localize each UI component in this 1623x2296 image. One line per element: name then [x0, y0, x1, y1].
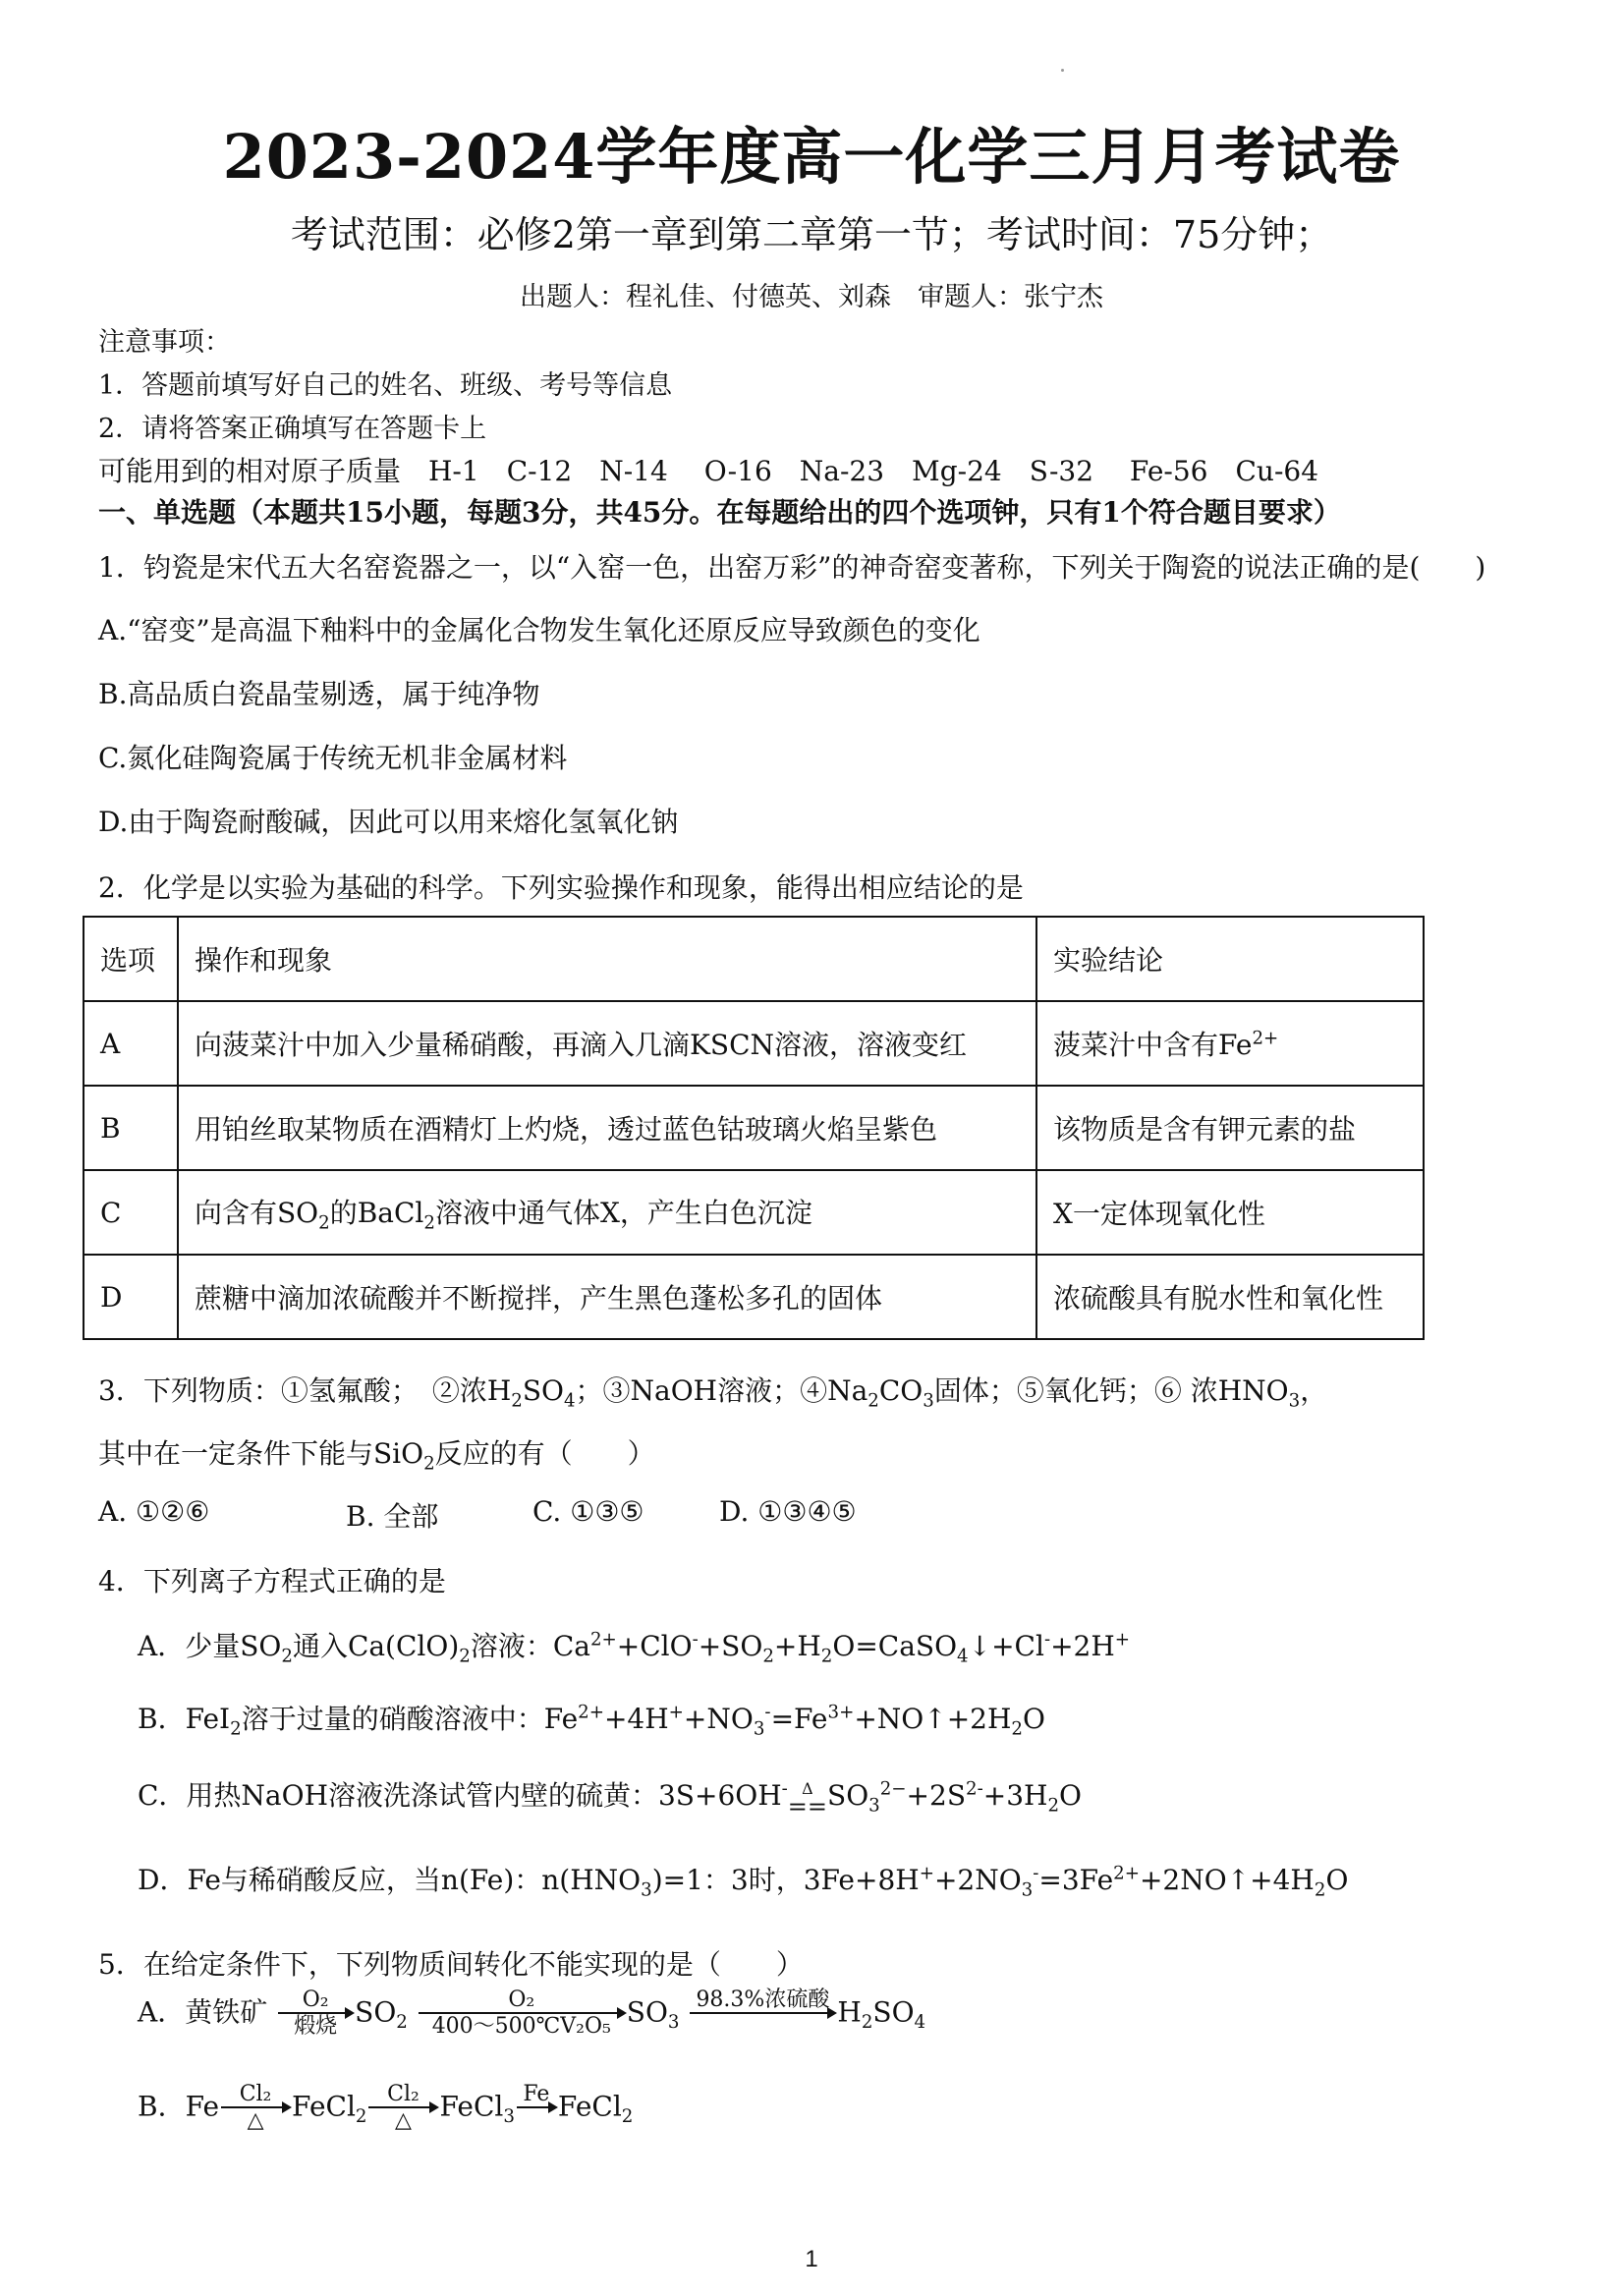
- notes-heading: 注意事项：: [98, 327, 231, 358]
- exam-authors: 出题人：程礼佳、付德英、刘森 审题人：张宁杰: [520, 282, 1103, 312]
- q3-text: SO: [522, 1374, 564, 1407]
- table-header-cell: 选项: [84, 917, 178, 1001]
- q3-option-c: C. ①③⑤: [532, 1495, 644, 1528]
- charge-superscript: 2+: [1252, 1028, 1279, 1049]
- q3-text: ；③NaOH溶液；④Na: [575, 1374, 868, 1407]
- q3-option-a: A. ①②⑥: [98, 1495, 210, 1528]
- eq-text: =Fe: [770, 1703, 828, 1735]
- eq-text: )=1：3时，3Fe+8H: [651, 1864, 920, 1896]
- table-cell-option: A: [84, 1001, 178, 1086]
- eq-text: +3H: [982, 1779, 1048, 1812]
- reaction-text: FeCl: [292, 2090, 356, 2123]
- table-cell-option: D: [84, 1255, 178, 1339]
- atomic-masses: 可能用到的相对原子质量 H-1 C-12 N-14 O-16 Na-23 Mg-24 S-32 Fe-56 Cu-64: [98, 455, 1319, 487]
- notes-item-2: 2．请将答案正确填写在答题卡上: [98, 414, 487, 444]
- arrow-condition: Fe: [523, 2082, 550, 2106]
- reaction-text: SO: [872, 1995, 915, 2029]
- table-header-cell: 实验结论: [1036, 917, 1424, 1001]
- table-row: [84, 1170, 1424, 1255]
- table-row: [84, 1255, 1424, 1339]
- eq-text: O: [1022, 1703, 1045, 1735]
- arrow-condition: 98.3%浓硫酸: [696, 1988, 830, 2012]
- eq-text: +H: [773, 1630, 821, 1662]
- eq-text: 溶于过量的硝酸溶液中：Fe: [241, 1703, 579, 1735]
- reaction-text: B．Fe: [138, 2090, 220, 2123]
- subscript: 2: [318, 1212, 330, 1234]
- eq-text: +NO: [683, 1703, 754, 1735]
- q4-option-a: A．少量$SO_2$通入$Ca(ClO)_2$溶液：$Ca^{2+}+ClO^-+SO_2+H_2O=CaSO_4↓+Cl^-+2H^+$: [138, 1629, 1131, 1667]
- exam-scope: 考试范围：必修2第一章到第二章第一节；考试时间：75分钟；: [290, 213, 1333, 256]
- q3-text: 固体；⑤氧化钙；⑥ 浓HNO: [933, 1374, 1289, 1407]
- arrow-condition: Cl₂: [239, 2082, 272, 2106]
- eq-text: 通入Ca(ClO): [292, 1630, 460, 1662]
- q2-stem: 2．化学是以实验为基础的科学。下列实验操作和现象，能得出相应结论的是: [98, 871, 1024, 904]
- table-cell-option: C: [84, 1170, 178, 1255]
- q3-text: 其中在一定条件下能与SiO: [98, 1437, 424, 1470]
- q4-option-b: B．FeI$_2$溶于过量的硝酸溶液中：$Fe^{2+}+4H^++NO_3^-=Fe^{3+}+NO↑+2H_2O$: [138, 1702, 1045, 1740]
- page-number: 1: [805, 2246, 818, 2272]
- arrow-condition: △: [247, 2108, 264, 2133]
- scan-dot: [1061, 69, 1064, 72]
- eq-text: A．少量SO: [138, 1630, 282, 1662]
- q1-option-b: B.高品质白瓷晶莹剔透，属于纯净物: [98, 678, 540, 710]
- eq-text: +2NO: [933, 1864, 1022, 1896]
- arrow-condition: 煅烧: [294, 2014, 338, 2039]
- arrow-condition: O₂: [508, 1988, 535, 2012]
- table-cell-option: B: [84, 1086, 178, 1170]
- heating-equals-sign: Δ ==: [787, 1778, 828, 1820]
- table-cell-operation: 用铂丝取某物质在酒精灯上灼烧，透过蓝色钴玻璃火焰呈紫色: [178, 1086, 1036, 1170]
- q1-option-c: C.氮化硅陶瓷属于传统无机非金属材料: [98, 742, 568, 774]
- table-cell-conclusion: 该物质是含有钾元素的盐: [1036, 1086, 1424, 1170]
- eq-text: O: [1325, 1864, 1349, 1896]
- reaction-text: H: [837, 1995, 862, 2029]
- conclusion-text: 菠菜汁中含有Fe: [1053, 1029, 1253, 1061]
- eq-text: +NO↑+2H: [854, 1703, 1012, 1735]
- table-cell-conclusion: [1036, 1001, 1424, 1086]
- q1-option-d: D.由于陶瓷耐酸碱，因此可以用来熔化氢氧化钠: [98, 806, 679, 838]
- table-header-cell: 操作和现象: [178, 917, 1036, 1001]
- eq-text: +2S: [906, 1779, 967, 1812]
- q1-stem: 1．钧瓷是宋代五大名窑瓷器之一，以“入窑一色，出窑万彩”的神奇窑变著称，下列关于陶瓷的说法正确的是( ): [98, 551, 1486, 584]
- eq-text: O: [1059, 1779, 1082, 1812]
- op-text: 溶液中通气体X，产生白色沉淀: [434, 1196, 812, 1229]
- notes-item-1: 1．答题前填写好自己的姓名、班级、考号等信息: [98, 370, 673, 401]
- eq-text: 溶液：Ca: [470, 1630, 590, 1662]
- table-row: [84, 1086, 1424, 1170]
- reaction-text: SO: [355, 1995, 397, 2029]
- table-cell-operation: 向菠菜汁中加入少量稀硝酸，再滴入几滴KSCN溶液，溶液变红: [178, 1001, 1036, 1086]
- reaction-text: FeCl: [439, 2090, 504, 2123]
- table-cell-operation: 蔗糖中滴加浓硫酸并不断搅拌，产生黑色蓬松多孔的固体: [178, 1255, 1036, 1339]
- q3-text: ，: [1300, 1374, 1328, 1407]
- reaction-arrow: [690, 1988, 835, 2040]
- eq-text: ↓+Cl: [968, 1630, 1044, 1662]
- q5-stem: 5．在给定条件下，下列物质间转化不能实现的是（ ）: [98, 1948, 804, 1981]
- arrow-condition: 400～500℃V₂O₅: [431, 2014, 611, 2039]
- eq-text: +SO: [698, 1630, 763, 1662]
- q3-stem-line2: 其中在一定条件下能与SiO$_2$反应的有（ ）: [98, 1437, 655, 1475]
- op-text: 向含有SO: [195, 1196, 319, 1229]
- q4-option-d: D．Fe与稀硝酸反应，当n(Fe)：$n(HNO_3)=1$：3时，$3Fe+8H^++2NO_3^-=3Fe^{2+}+2NO↑+4H_2O$: [138, 1863, 1349, 1901]
- q1-option-a: A.“窑变”是高温下釉料中的金属化合物发生氧化还原反应导致颜色的变化: [98, 614, 980, 646]
- arrow-condition: Cl₂: [387, 2082, 420, 2106]
- table-cell-conclusion: X一定体现氧化性: [1036, 1170, 1424, 1255]
- q4-stem: 4．下列离子方程式正确的是: [98, 1565, 446, 1597]
- eq-text: B．FeI: [138, 1703, 231, 1735]
- exam-title: 2023-2024学年度高一化学三月月考试卷: [222, 121, 1401, 193]
- arrow-condition: O₂: [302, 1988, 329, 2012]
- eq-text: +ClO: [616, 1630, 693, 1662]
- eq-text: SO: [827, 1779, 869, 1812]
- eq-text: +4H: [603, 1703, 669, 1735]
- eq-text: C．用热NaOH溶液洗涤试管内壁的硫黄：3S+6OH: [138, 1779, 782, 1812]
- reaction-text: A．黄铁矿: [138, 1995, 268, 2029]
- eq-text: O=CaSO: [832, 1630, 958, 1662]
- reaction-arrow: [221, 2083, 290, 2134]
- q3-stem: 3．下列物质：①氢氟酸； ②浓$H_2SO_4$；③NaOH溶液；$④Na_2CO_3$固体；⑤氧化钙；⑥ 浓$HNO_3$，: [98, 1374, 1328, 1412]
- q3-text: 3．下列物质：①氢氟酸； ②浓H: [98, 1374, 512, 1407]
- table-header-row: [84, 917, 1424, 1001]
- table-cell-conclusion: 浓硫酸具有脱水性和氧化性: [1036, 1255, 1424, 1339]
- op-text: 的BaCl: [329, 1196, 424, 1229]
- table-row: [84, 1001, 1424, 1086]
- reaction-arrow: [517, 2083, 556, 2134]
- table-cell-operation: [178, 1170, 1036, 1255]
- reaction-arrow: [419, 1988, 625, 2040]
- arrow-condition: △: [395, 2108, 412, 2133]
- q2-table: [83, 916, 1425, 1340]
- subscript: 2: [423, 1212, 435, 1234]
- eq-text: D．Fe与稀硝酸反应，当n(Fe)：n(HNO: [138, 1864, 642, 1896]
- reaction-text: FeCl: [557, 2090, 622, 2123]
- eq-text: =3Fe: [1038, 1864, 1114, 1896]
- reaction-arrow: [278, 1988, 353, 2040]
- q5-option-b: B．Fe Cl₂ △ FeCl$_2$ Cl₂ △ FeCl$_3$ Fe FeCl$_2$: [138, 2082, 634, 2133]
- q3-text: 反应的有（ ）: [434, 1437, 655, 1470]
- q3-text: CO: [878, 1374, 923, 1407]
- q4-option-c: C．用热NaOH溶液洗涤试管内壁的硫黄：3S+6OH- Δ == $SO_3^{2-}+2S^{2-}+3H_2O$: [138, 1778, 1082, 1820]
- reaction-text: SO: [626, 1995, 668, 2029]
- q3-option-b: B. 全部: [346, 1500, 439, 1533]
- eq-text: +2NO↑+4H: [1139, 1864, 1315, 1896]
- q3-option-d: D. ①③④⑤: [719, 1495, 857, 1528]
- eq-text: +2H: [1050, 1630, 1115, 1662]
- q5-option-a: A．黄铁矿 O₂ 煅烧 $SO_2$ $\frac{\text{O₂}}{\text{400～500℃V₂O₅}}$ $SO_3$ 98.3%浓硫酸 $H_2SO_4$: [138, 1988, 926, 2039]
- reaction-arrow: [368, 2083, 437, 2134]
- section-heading: 一、单选题（本题共15小题，每题3分，共45分。在每题给出的四个选项钟，只有1个符合题目要求）: [98, 496, 1341, 529]
